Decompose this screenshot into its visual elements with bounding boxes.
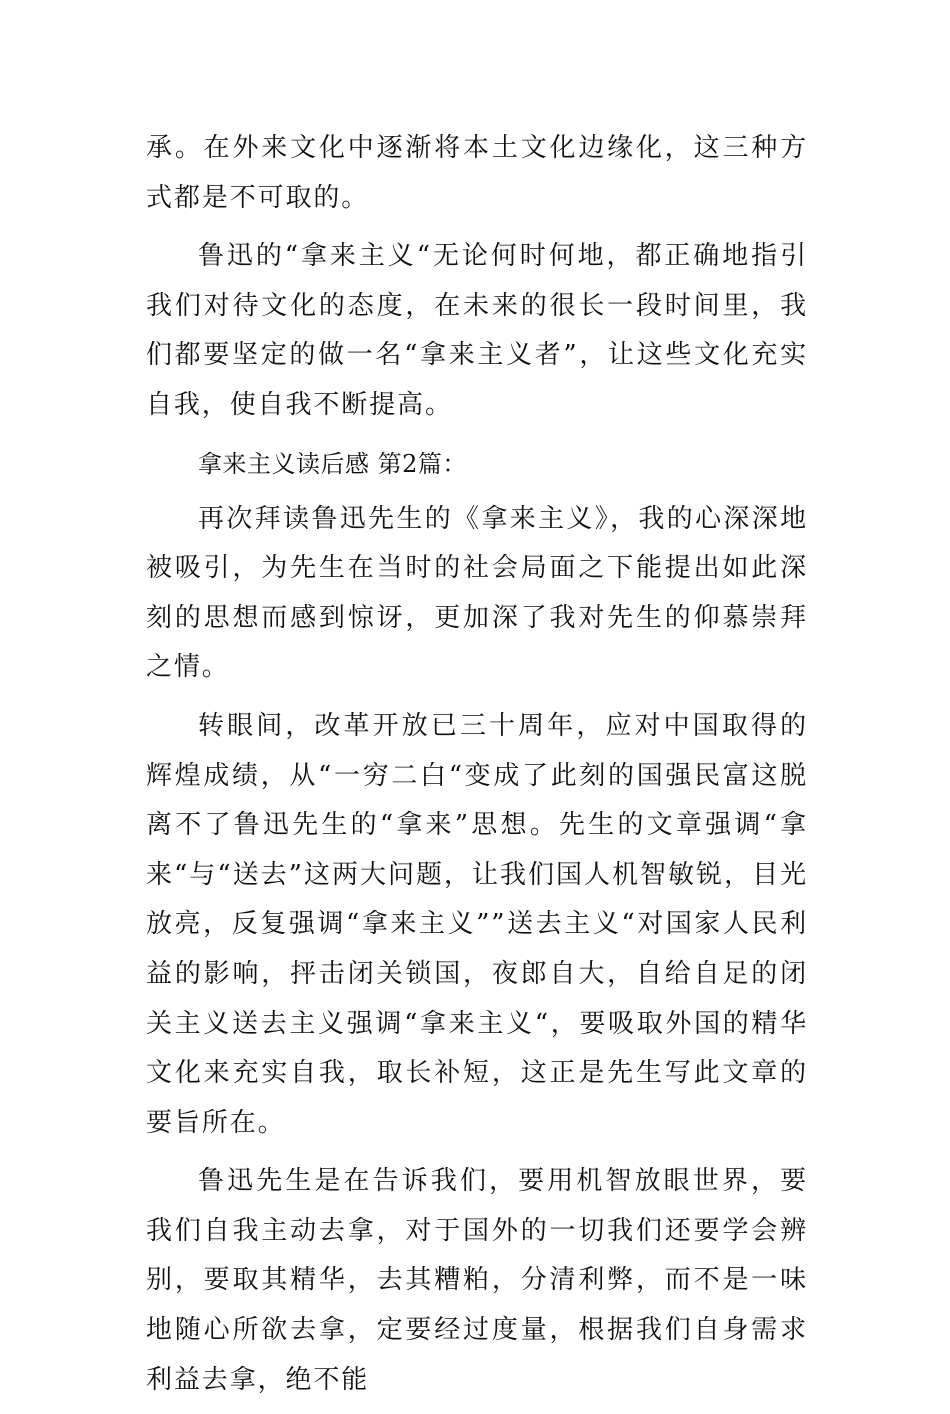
paragraph: 转眼间，改革开放已三十周年，应对中国取得的辉煌成绩，从“一穷二白“变成了此刻的国强民富这脱离不了鲁迅先生的“拿来”思想。先生的文章强调“拿来“与“送去”这两大问题，让我们国人机智敏锐，目光放亮，反复强调“拿来主义””送去主义“对国家人民利益的影响，抨击闭关锁国，夜郎自大，自给自足的闭关主义送去主义强调“拿来主义“，要吸取外国的精华文化来充实自我，取长补短，这正是先生写此文章的要旨所在。: [146, 710, 808, 1138]
section-heading: 拿来主义读后感 第2篇：: [198, 449, 467, 478]
paragraph: 再次拜读鲁迅先生的《拿来主义》，我的心深深地被吸引，为先生在当时的社会局面之下能提出如此深刻的思想而感到惊讶，更加深了我对先生的仰慕崇拜之情。: [146, 503, 808, 683]
paragraph-continuation: 承。在外来文化中逐渐将本土文化边缘化，这三种方式都是不可取的。: [146, 133, 808, 213]
paragraph: 鲁迅的“拿来主义“无论何时何地，都正确地指引我们对待文化的态度，在未来的很长一段时间里，我们都要坚定的做一名“拿来主义者”，让这些文化充实自我，使自我不断提高。: [146, 241, 808, 420]
document-body: [146, 124, 808, 1414]
paragraph: 鲁迅先生是在告诉我们，要用机智放眼世界，要我们自我主动去拿，对于国外的一切我们还要学会辨别，要取其精华，去其糟粕，分清利弊，而不是一味地随心所欲去拿，定要经过度量，根据我们自身需求利益去拿，绝不能: [146, 1166, 808, 1395]
